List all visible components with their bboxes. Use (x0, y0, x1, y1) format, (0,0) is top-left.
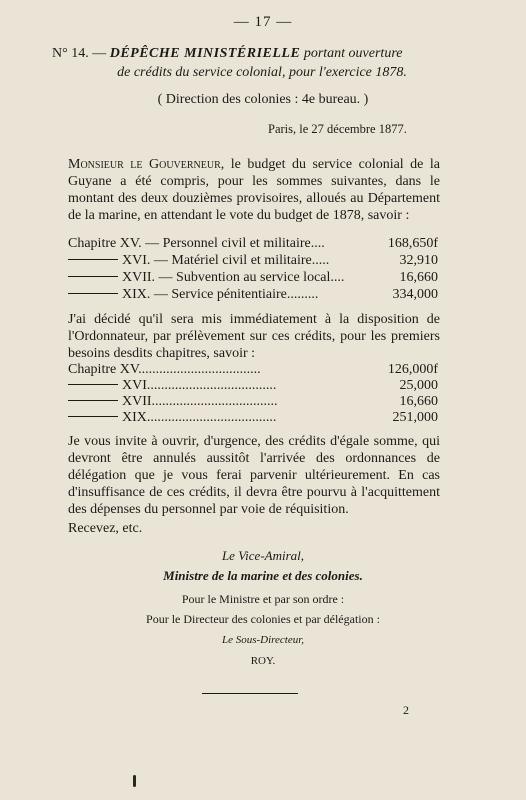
table1-row (68, 236, 438, 254)
table1-row (68, 270, 438, 288)
table2-amount: 251,000 (392, 410, 438, 425)
table1-chapter: XVII. (122, 270, 156, 285)
table1-label: — Matériel civil et militaire..... (153, 253, 330, 268)
ditto-rule (68, 400, 118, 401)
dispatch-heading: DÉPÊCHE MINISTÉRIELLE (109, 46, 301, 61)
dispatch-subtitle: de crédits du service colonial, pour l'exercice 1878. (117, 65, 407, 80)
table2-amount: 16,660 (399, 394, 438, 409)
leader-dots: ..................................... (146, 378, 277, 393)
leader-dots: ..................................... (146, 410, 277, 425)
signature-subdirector: Le Sous-Directeur, (221, 634, 305, 646)
ditto-rule (68, 276, 118, 277)
table1-label: — Service pénitentiaire......... (153, 287, 319, 302)
table1-amount: 32,910 (399, 253, 438, 268)
ditto-rule (68, 259, 118, 260)
table2-chapter: Chapitre XV (68, 362, 139, 377)
table1-amount: 16,660 (399, 270, 438, 285)
direction-line: ( Direction des colonies : 4e bureau. ) (157, 92, 369, 107)
signature-title: Ministre de la marine et des colonies. (163, 568, 363, 583)
table1-amount: 168,650f (387, 236, 438, 251)
paragraph1-text: le budget du service colonial de la Guyane a été compris, pour les sommes suivantes, dans le montant des deux douzièmes provisoires, alloués au Département de la marine, en attendant le vote du budget de 1878, savoir : (68, 157, 440, 223)
paragraph-budget (68, 156, 440, 224)
table1-label: — Personnel civil et militaire.... (145, 236, 325, 251)
signature-rank: Le Vice-Amiral, (221, 548, 305, 563)
leader-dots: ................................... (138, 362, 261, 377)
page-number: — 17 — (233, 14, 293, 30)
table2-amount: 25,000 (399, 378, 438, 393)
dateline: Paris, le 27 décembre 1877. (268, 122, 407, 136)
ditto-rule (68, 293, 118, 294)
signature-delegation: Pour le Directeur des colonies et par délégation : (146, 612, 380, 626)
dispatch-number: N° 14. — (52, 46, 107, 61)
table2-amount: 126,000f (387, 362, 438, 377)
table1-chapter: XVI. (122, 253, 151, 268)
salutation: Monsieur le Gouverneur, (68, 157, 225, 172)
dispatch-heading-rest: portant ouverture (303, 46, 403, 61)
footer-rule (202, 693, 298, 694)
ink-mark (133, 775, 136, 787)
table1-row (68, 253, 438, 271)
ditto-rule (68, 384, 118, 385)
sheet-number: 2 (403, 703, 409, 717)
table1-row (68, 287, 438, 305)
signature-name: ROY. (250, 655, 276, 667)
table2-chapter: XVI (122, 378, 147, 393)
table1-chapter: Chapitre XV. (68, 236, 142, 251)
table1-amount: 334,000 (392, 287, 438, 302)
paragraph-decision: J'ai décidé qu'il sera mis immédiatement à la disposition de l'Ordonnateur, par prélèvement sur ces crédits, pour les premiers besoins desdits chapitres, savoir : (68, 312, 440, 361)
table2-chapter: XVII (122, 394, 152, 409)
paragraph-instructions: Je vous invite à ouvrir, d'urgence, des crédits d'égale somme, qui devront être annulés aussitôt l'arrivée des ordonnances de délégation que je vous ferai parvenir ultérieurement. En cas d'insuffisance de ces crédits, il devra être pourvu à l'acquittement des dépenses du personnel par voie de réquisition. (68, 434, 440, 517)
table1-label: — Subvention au service local.... (158, 270, 345, 285)
table2-chapter: XIX (122, 410, 147, 425)
signature-by-order: Pour le Ministre et par son ordre : (181, 592, 345, 606)
dispatch-title (52, 44, 472, 82)
table2-row (68, 410, 438, 428)
table1-chapter: XIX. (122, 287, 151, 302)
closing-formula: Recevez, etc. (68, 521, 143, 536)
ditto-rule (68, 416, 118, 417)
leader-dots: .................................... (151, 394, 278, 409)
